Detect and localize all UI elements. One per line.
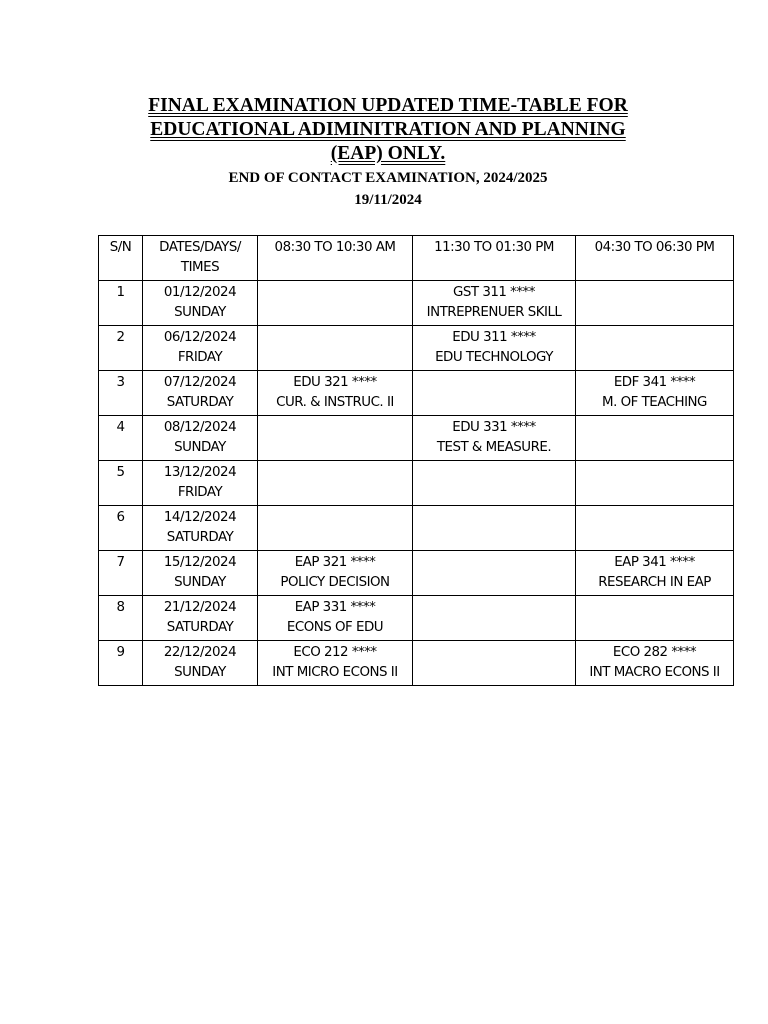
course-code: GST 311 **** [453, 285, 535, 300]
row-date-cell [143, 641, 258, 686]
row-date: 07/12/2024 [163, 375, 237, 390]
issue-date: 19/11/2024 [354, 192, 422, 208]
course-code: EAP 331 **** [294, 600, 376, 615]
header-slot-1: 08:30 TO 10:30 AM [258, 236, 413, 281]
row-slot-2 [413, 506, 576, 551]
header-row [99, 236, 734, 281]
course-code: EAP 341 **** [614, 555, 695, 570]
row-date: 13/12/2024 [163, 465, 237, 480]
row-date: 08/12/2024 [163, 420, 237, 435]
row-slot-3 [576, 281, 734, 326]
row-date-cell [143, 461, 258, 506]
timetable-body [99, 281, 734, 686]
row-date-cell [143, 596, 258, 641]
course-code: ECO 212 **** [293, 645, 377, 660]
table-row [99, 596, 734, 641]
row-date: 22/12/2024 [163, 645, 237, 660]
course-code: EDU 331 **** [452, 420, 536, 435]
row-date-cell [143, 371, 258, 416]
row-sn: 2 [99, 326, 143, 371]
row-date: 15/12/2024 [163, 555, 237, 570]
row-slot-1 [258, 281, 413, 326]
row-day: SATURDAY [166, 530, 234, 545]
title-line-3: (EAP) ONLY. [330, 143, 446, 164]
table-row [99, 461, 734, 506]
row-slot-1 [258, 506, 413, 551]
row-slot-3 [576, 461, 734, 506]
row-slot-3 [576, 641, 734, 686]
row-date-cell [143, 551, 258, 596]
timetable [98, 235, 734, 686]
header-dates-line-2: TIMES [180, 260, 220, 275]
row-date-cell [143, 506, 258, 551]
course-name: TEST & MEASURE. [436, 440, 552, 455]
row-date-cell [143, 281, 258, 326]
header-slot-2: 11:30 TO 01:30 PM [413, 236, 576, 281]
row-slot-1 [258, 416, 413, 461]
table-row [99, 551, 734, 596]
header-sn: S/N [99, 236, 143, 281]
course-name: ECONS OF EDU [286, 620, 384, 635]
row-slot-2 [413, 416, 576, 461]
row-sn: 3 [99, 371, 143, 416]
row-slot-3 [576, 596, 734, 641]
row-slot-2 [413, 281, 576, 326]
row-slot-2 [413, 326, 576, 371]
row-slot-1 [258, 551, 413, 596]
row-date: 21/12/2024 [163, 600, 237, 615]
row-slot-1 [258, 326, 413, 371]
row-slot-1 [258, 596, 413, 641]
row-slot-3 [576, 416, 734, 461]
row-slot-2 [413, 596, 576, 641]
title-line-1: FINAL EXAMINATION UPDATED TIME-TABLE FOR [148, 95, 628, 116]
row-date: 01/12/2024 [163, 285, 237, 300]
course-name: INTREPRENUER SKILL [426, 305, 562, 320]
document-header [98, 94, 678, 211]
row-slot-2 [413, 371, 576, 416]
row-slot-2 [413, 641, 576, 686]
row-slot-1 [258, 461, 413, 506]
row-slot-2 [413, 461, 576, 506]
course-name: INT MACRO ECONS II [589, 665, 720, 680]
course-name: INT MICRO ECONS II [272, 665, 398, 680]
row-sn: 1 [99, 281, 143, 326]
table-row [99, 641, 734, 686]
row-sn: 6 [99, 506, 143, 551]
table-row [99, 416, 734, 461]
course-name: POLICY DECISION [280, 575, 390, 590]
row-slot-3 [576, 326, 734, 371]
table-row [99, 371, 734, 416]
header-dates [143, 236, 258, 281]
row-sn: 7 [99, 551, 143, 596]
row-slot-3 [576, 371, 734, 416]
table-row [99, 281, 734, 326]
row-date: 06/12/2024 [163, 330, 237, 345]
header-slot-3: 04:30 TO 06:30 PM [576, 236, 734, 281]
row-sn: 4 [99, 416, 143, 461]
row-date-cell [143, 326, 258, 371]
row-slot-3 [576, 506, 734, 551]
exam-subtitle: END OF CONTACT EXAMINATION, 2024/2025 [228, 170, 548, 186]
row-day: SUNDAY [174, 665, 226, 680]
course-code: ECO 282 **** [612, 645, 697, 660]
row-day: SATURDAY [166, 395, 234, 410]
row-day: FRIDAY [177, 350, 223, 365]
row-day: SUNDAY [174, 440, 226, 455]
row-slot-1 [258, 641, 413, 686]
row-date: 14/12/2024 [163, 510, 237, 525]
course-name: RESEARCH IN EAP [598, 575, 711, 590]
course-code: EDU 311 **** [452, 330, 536, 345]
row-slot-3 [576, 551, 734, 596]
row-sn: 9 [99, 641, 143, 686]
title-line-2: EDUCATIONAL ADIMINITRATION AND PLANNING [150, 119, 626, 140]
row-day: FRIDAY [177, 485, 223, 500]
row-slot-2 [413, 551, 576, 596]
course-code: EDU 321 **** [293, 375, 377, 390]
row-sn: 8 [99, 596, 143, 641]
row-day: SUNDAY [174, 575, 226, 590]
course-name: EDU TECHNOLOGY [435, 350, 553, 365]
table-row [99, 506, 734, 551]
row-slot-1 [258, 371, 413, 416]
row-date-cell [143, 416, 258, 461]
course-name: CUR. & INSTRUC. II [276, 395, 394, 410]
course-name: M. OF TEACHING [602, 395, 707, 410]
row-day: SATURDAY [166, 620, 234, 635]
course-code: EAP 321 **** [294, 555, 376, 570]
row-day: SUNDAY [174, 305, 226, 320]
course-code: EDF 341 **** [613, 375, 696, 390]
table-row [99, 326, 734, 371]
header-dates-line-1: DATES/DAYS/ [159, 240, 241, 255]
row-sn: 5 [99, 461, 143, 506]
